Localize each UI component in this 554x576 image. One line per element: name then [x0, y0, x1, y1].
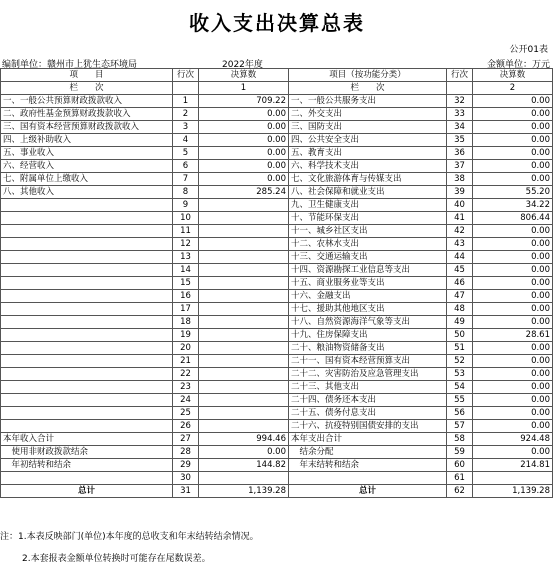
table-row — [1, 316, 553, 329]
expenditure-item: 本年支出合计 — [289, 433, 447, 446]
income-row-no: 8 — [173, 186, 199, 199]
income-item: 七、附属单位上缴收入 — [1, 173, 173, 186]
expenditure-amount: 0.00 — [473, 121, 553, 134]
table-row — [1, 277, 553, 290]
income-row-no: 1 — [173, 95, 199, 108]
income-amount — [199, 290, 289, 303]
income-amount: 0.00 — [199, 147, 289, 160]
expenditure-row-no: 37 — [447, 160, 473, 173]
expenditure-item: 七、文化旅游体育与传媒支出 — [289, 173, 447, 186]
expenditure-item: 二、外交支出 — [289, 108, 447, 121]
income-row-no: 14 — [173, 264, 199, 277]
expenditure-item: 十九、住房保障支出 — [289, 329, 447, 342]
expenditure-row-no: 36 — [447, 147, 473, 160]
table-row — [1, 199, 553, 212]
table-row — [1, 342, 553, 355]
income-amount — [199, 355, 289, 368]
table-row — [1, 368, 553, 381]
expenditure-row-no: 38 — [447, 173, 473, 186]
table-row — [1, 173, 553, 186]
income-item — [1, 212, 173, 225]
expenditure-amount: 214.81 — [473, 459, 553, 472]
header-exp-item: 项目（按功能分类） — [289, 69, 447, 82]
column-index-label: 栏 次 — [1, 82, 173, 95]
income-amount: 0.00 — [199, 134, 289, 147]
income-item — [1, 329, 173, 342]
table-row — [1, 303, 553, 316]
total-expenditure-label: 总计 — [289, 485, 447, 498]
expenditure-amount: 0.00 — [473, 446, 553, 459]
income-amount — [199, 199, 289, 212]
expenditure-item: 年末结转和结余 — [289, 459, 447, 472]
income-row-no: 3 — [173, 121, 199, 134]
header-row-no-2: 行次 — [447, 69, 473, 82]
income-row-no: 12 — [173, 238, 199, 251]
income-row-no: 15 — [173, 277, 199, 290]
expenditure-row-no: 47 — [447, 290, 473, 303]
table-row — [1, 290, 553, 303]
income-item — [1, 264, 173, 277]
table-row — [1, 134, 553, 147]
expenditure-row-no: 35 — [447, 134, 473, 147]
expenditure-row-no: 42 — [447, 225, 473, 238]
income-row-no: 22 — [173, 368, 199, 381]
expenditure-item: 十、节能环保支出 — [289, 212, 447, 225]
income-row-no: 23 — [173, 381, 199, 394]
income-amount — [199, 394, 289, 407]
income-row-no: 11 — [173, 225, 199, 238]
expenditure-amount: 0.00 — [473, 95, 553, 108]
income-row-no: 28 — [173, 446, 199, 459]
expenditure-item: 一、一般公共服务支出 — [289, 95, 447, 108]
expenditure-row-no: 33 — [447, 108, 473, 121]
income-amount — [199, 381, 289, 394]
expenditure-amount: 806.44 — [473, 212, 553, 225]
income-row-no: 19 — [173, 329, 199, 342]
table-row — [1, 446, 553, 459]
income-item — [1, 251, 173, 264]
income-amount: 0.00 — [199, 160, 289, 173]
expenditure-row-no: 43 — [447, 238, 473, 251]
income-item: 三、国有资本经营预算财政拨款收入 — [1, 121, 173, 134]
income-item — [1, 199, 173, 212]
expenditure-row-no: 53 — [447, 368, 473, 381]
table-row — [1, 212, 553, 225]
expenditure-row-no: 50 — [447, 329, 473, 342]
income-row-no: 16 — [173, 290, 199, 303]
income-item — [1, 368, 173, 381]
header-row — [1, 69, 553, 82]
income-item: 本年收入合计 — [1, 433, 173, 446]
amount-unit: 金额单位：万元 — [486, 60, 550, 70]
table-row — [1, 121, 553, 134]
table-row — [1, 225, 553, 238]
header-item: 项 目 — [1, 69, 173, 82]
table-row — [1, 95, 553, 108]
expenditure-amount: 0.00 — [473, 355, 553, 368]
total-income-amount: 1,139.28 — [199, 485, 289, 498]
income-item — [1, 420, 173, 433]
table-row — [1, 147, 553, 160]
income-amount: 0.00 — [199, 173, 289, 186]
income-item — [1, 225, 173, 238]
income-item: 四、上级补助收入 — [1, 134, 173, 147]
expenditure-row-no: 48 — [447, 303, 473, 316]
income-amount — [199, 225, 289, 238]
income-amount — [199, 251, 289, 264]
income-amount: 0.00 — [199, 108, 289, 121]
income-amount — [199, 329, 289, 342]
income-row-no: 2 — [173, 108, 199, 121]
report-title: 收入支出决算总表 — [189, 11, 365, 35]
income-amount — [199, 303, 289, 316]
expenditure-item: 九、卫生健康支出 — [289, 199, 447, 212]
income-amount: 0.00 — [199, 121, 289, 134]
income-amount: 144.82 — [199, 459, 289, 472]
expenditure-item: 六、科学技术支出 — [289, 160, 447, 173]
income-amount — [199, 407, 289, 420]
income-row-no: 5 — [173, 147, 199, 160]
expenditure-item: 五、教育支出 — [289, 147, 447, 160]
income-row-no: 30 — [173, 472, 199, 485]
expenditure-item: 二十五、债务付息支出 — [289, 407, 447, 420]
expenditure-item: 十四、资源勘探工业信息等支出 — [289, 264, 447, 277]
expenditure-amount: 0.00 — [473, 160, 553, 173]
income-item: 八、其他收入 — [1, 186, 173, 199]
note-2: 2.本套报表金额单位转换时可能存在尾数误差。 — [22, 554, 211, 564]
income-item — [1, 472, 173, 485]
income-item — [1, 355, 173, 368]
expenditure-amount: 0.00 — [473, 394, 553, 407]
note-1: 注：1.本表反映部门(单位)本年度的总收支和年末结转结余情况。 — [0, 532, 259, 542]
table-row — [1, 472, 553, 485]
expenditure-amount: 0.00 — [473, 303, 553, 316]
income-item: 使用非财政拨款结余 — [1, 446, 173, 459]
expenditure-item: 十一、城乡社区支出 — [289, 225, 447, 238]
expenditure-item: 结余分配 — [289, 446, 447, 459]
expenditure-amount: 28.61 — [473, 329, 553, 342]
income-item: 年初结转和结余 — [1, 459, 173, 472]
expenditure-item: 十五、商业服务业等支出 — [289, 277, 447, 290]
compiling-unit: 编制单位：赣州市上犹生态环境局 — [2, 60, 138, 70]
table-row — [1, 394, 553, 407]
expenditure-item: 十八、自然资源海洋气象等支出 — [289, 316, 447, 329]
expenditure-row-no: 59 — [447, 446, 473, 459]
income-item: 一、一般公共预算财政拨款收入 — [1, 95, 173, 108]
income-row-no: 20 — [173, 342, 199, 355]
expenditure-row-no: 52 — [447, 355, 473, 368]
expenditure-item: 二十三、其他支出 — [289, 381, 447, 394]
expenditure-row-no: 55 — [447, 394, 473, 407]
income-amount — [199, 316, 289, 329]
income-row-no: 10 — [173, 212, 199, 225]
total-row — [1, 485, 553, 498]
header-amount-2: 决算数 — [473, 69, 553, 82]
expenditure-item: 二十四、债务还本支出 — [289, 394, 447, 407]
expenditure-item: 十二、农林水支出 — [289, 238, 447, 251]
expenditure-row-no: 40 — [447, 199, 473, 212]
expenditure-item: 十三、交通运输支出 — [289, 251, 447, 264]
expenditure-row-no: 60 — [447, 459, 473, 472]
income-row-no: 6 — [173, 160, 199, 173]
expenditure-row-no: 58 — [447, 433, 473, 446]
total-income-row-no: 31 — [173, 485, 199, 498]
header-amount: 决算数 — [199, 69, 289, 82]
expenditure-amount: 0.00 — [473, 368, 553, 381]
expenditure-item: 十七、援助其他地区支出 — [289, 303, 447, 316]
expenditure-item: 八、社会保障和就业支出 — [289, 186, 447, 199]
income-amount — [199, 472, 289, 485]
table-row — [1, 160, 553, 173]
column-index-row — [1, 82, 553, 95]
header-row-no: 行次 — [173, 69, 199, 82]
expenditure-row-no: 56 — [447, 407, 473, 420]
expenditure-row-no: 61 — [447, 472, 473, 485]
expenditure-row-no: 45 — [447, 264, 473, 277]
form-number: 公开01表 — [509, 45, 548, 55]
expenditure-amount: 0.00 — [473, 407, 553, 420]
income-amount — [199, 342, 289, 355]
income-row-no: 17 — [173, 303, 199, 316]
table-row — [1, 108, 553, 121]
income-amount: 994.46 — [199, 433, 289, 446]
expenditure-item — [289, 472, 447, 485]
income-row-no: 7 — [173, 173, 199, 186]
total-expenditure-row-no: 62 — [447, 485, 473, 498]
income-item: 六、经营收入 — [1, 160, 173, 173]
income-amount — [199, 264, 289, 277]
expenditure-row-no: 39 — [447, 186, 473, 199]
income-row-no: 25 — [173, 407, 199, 420]
income-row-no: 9 — [173, 199, 199, 212]
income-row-no: 29 — [173, 459, 199, 472]
expenditure-amount: 0.00 — [473, 238, 553, 251]
table-row — [1, 264, 553, 277]
table-row — [1, 407, 553, 420]
expenditure-amount: 0.00 — [473, 342, 553, 355]
expenditure-amount: 0.00 — [473, 173, 553, 186]
income-item: 二、政府性基金预算财政拨款收入 — [1, 108, 173, 121]
expenditure-row-no: 54 — [447, 381, 473, 394]
expenditure-row-no: 44 — [447, 251, 473, 264]
income-amount — [199, 420, 289, 433]
expenditure-amount: 0.00 — [473, 381, 553, 394]
table-row — [1, 420, 553, 433]
income-item — [1, 381, 173, 394]
income-item — [1, 394, 173, 407]
column-index-empty — [173, 82, 199, 95]
column-index-label-2: 栏 次 — [289, 82, 447, 95]
table-row — [1, 186, 553, 199]
report-year: 2022年度 — [222, 60, 263, 70]
income-item: 五、事业收入 — [1, 147, 173, 160]
expenditure-row-no: 57 — [447, 420, 473, 433]
income-row-no: 26 — [173, 420, 199, 433]
total-income-label: 总计 — [1, 485, 173, 498]
expenditure-amount: 55.20 — [473, 186, 553, 199]
income-amount: 0.00 — [199, 446, 289, 459]
income-row-no: 24 — [173, 394, 199, 407]
expenditure-amount: 0.00 — [473, 316, 553, 329]
expenditure-row-no: 49 — [447, 316, 473, 329]
expenditure-row-no: 51 — [447, 342, 473, 355]
expenditure-amount: 34.22 — [473, 199, 553, 212]
expenditure-amount: 924.48 — [473, 433, 553, 446]
income-amount — [199, 212, 289, 225]
table-row — [1, 433, 553, 446]
expenditure-amount: 0.00 — [473, 108, 553, 121]
expenditure-item: 十六、金融支出 — [289, 290, 447, 303]
income-amount: 709.22 — [199, 95, 289, 108]
total-expenditure-amount: 1,139.28 — [473, 485, 553, 498]
income-item — [1, 316, 173, 329]
expenditure-amount — [473, 472, 553, 485]
expenditure-amount: 0.00 — [473, 420, 553, 433]
income-item — [1, 342, 173, 355]
income-row-no: 21 — [173, 355, 199, 368]
income-amount — [199, 238, 289, 251]
income-item — [1, 407, 173, 420]
expenditure-amount: 0.00 — [473, 134, 553, 147]
column-index-1: 1 — [199, 82, 289, 95]
expenditure-amount: 0.00 — [473, 251, 553, 264]
income-amount: 285.24 — [199, 186, 289, 199]
expenditure-item: 四、公共安全支出 — [289, 134, 447, 147]
income-item — [1, 238, 173, 251]
expenditure-row-no: 46 — [447, 277, 473, 290]
income-item — [1, 277, 173, 290]
expenditure-amount: 0.00 — [473, 264, 553, 277]
income-row-no: 18 — [173, 316, 199, 329]
expenditure-item: 二十、粮油物资储备支出 — [289, 342, 447, 355]
column-index-empty-2 — [447, 82, 473, 95]
expenditure-item: 二十一、国有资本经营预算支出 — [289, 355, 447, 368]
table-row — [1, 381, 553, 394]
income-row-no: 27 — [173, 433, 199, 446]
income-row-no: 13 — [173, 251, 199, 264]
table-row — [1, 355, 553, 368]
table-body — [1, 95, 553, 485]
income-amount — [199, 368, 289, 381]
expenditure-item: 二十六、抗疫特别国债安排的支出 — [289, 420, 447, 433]
income-item — [1, 303, 173, 316]
expenditure-amount: 0.00 — [473, 290, 553, 303]
income-amount — [199, 277, 289, 290]
notes — [0, 530, 259, 566]
table-row — [1, 329, 553, 342]
income-item — [1, 290, 173, 303]
expenditure-amount: 0.00 — [473, 147, 553, 160]
expenditure-item: 二十二、灾害防治及应急管理支出 — [289, 368, 447, 381]
column-index-2: 2 — [473, 82, 553, 95]
expenditure-row-no: 32 — [447, 95, 473, 108]
expenditure-item: 三、国防支出 — [289, 121, 447, 134]
expenditure-row-no: 34 — [447, 121, 473, 134]
expenditure-amount: 0.00 — [473, 225, 553, 238]
income-row-no: 4 — [173, 134, 199, 147]
table-row — [1, 251, 553, 264]
table-row — [1, 459, 553, 472]
expenditure-amount: 0.00 — [473, 277, 553, 290]
table-row — [1, 238, 553, 251]
expenditure-row-no: 41 — [447, 212, 473, 225]
income-expenditure-table — [0, 68, 553, 498]
